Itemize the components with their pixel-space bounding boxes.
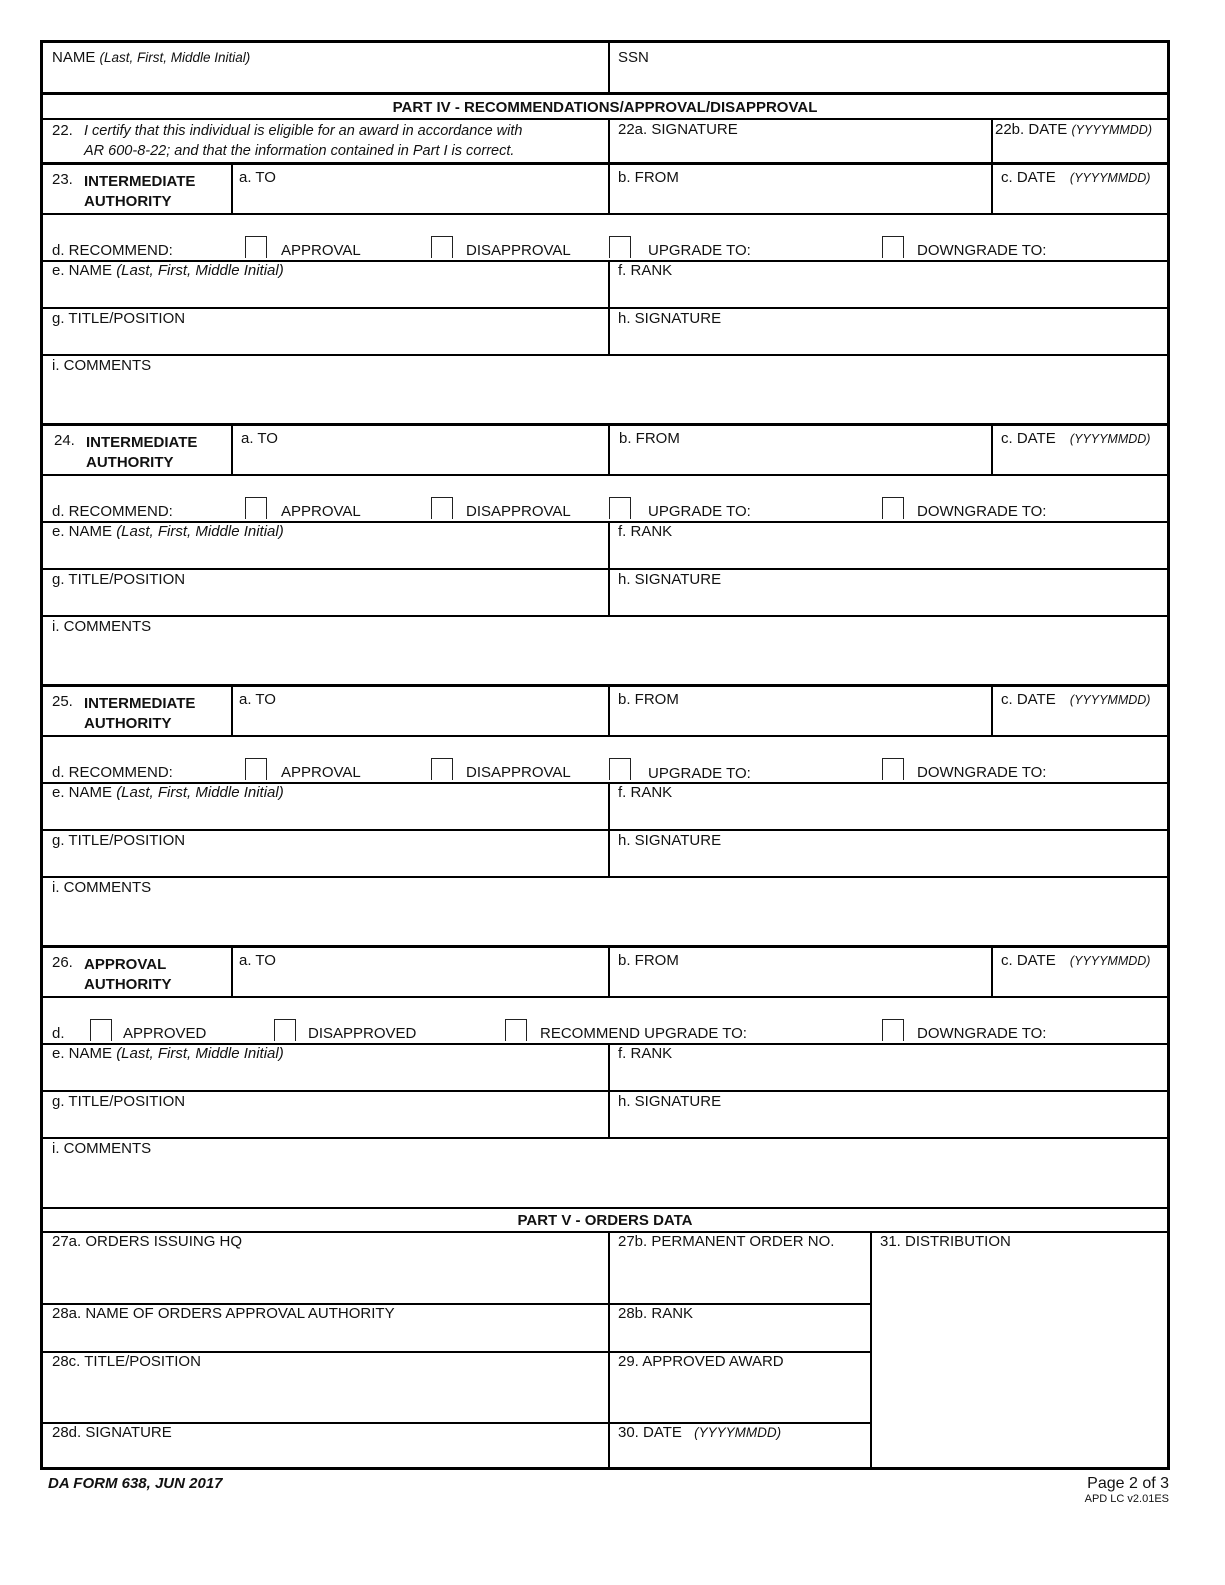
disapproval-option-label: DISAPPROVAL xyxy=(466,764,571,781)
name-field[interactable] xyxy=(43,260,608,307)
to-field[interactable] xyxy=(232,687,608,736)
item22-line1: I certify that this individual is eligible for an award in accordance with xyxy=(84,123,523,139)
comments-field[interactable] xyxy=(43,877,1169,945)
form-identifier: DA FORM 638, JUN 2017 xyxy=(48,1475,223,1492)
signature-field[interactable] xyxy=(609,1091,1169,1138)
disapproved-checkbox[interactable] xyxy=(274,1019,296,1041)
comments-field[interactable] xyxy=(43,616,1169,684)
to-field[interactable] xyxy=(232,165,608,214)
part5-title: PART V - ORDERS DATA xyxy=(517,1212,693,1229)
name-label: e. NAME xyxy=(52,262,113,279)
approval-option-label: APPROVAL xyxy=(281,503,361,520)
name-hint: (Last, First, Middle Initial) xyxy=(116,523,284,540)
disapproval-checkbox[interactable] xyxy=(431,236,453,258)
title-position-field[interactable] xyxy=(43,1091,608,1138)
item27b-label: 27b. PERMANENT ORDER NO. xyxy=(618,1233,835,1250)
divider xyxy=(43,474,1167,476)
to-label: a. TO xyxy=(239,691,276,708)
recommend-label: d. RECOMMEND: xyxy=(52,764,173,781)
divider xyxy=(43,735,1167,737)
to-label: a. TO xyxy=(241,430,278,447)
authority-heading xyxy=(43,428,232,476)
rank-label: f. RANK xyxy=(618,1045,673,1062)
item-number: 24. xyxy=(54,432,75,449)
name-hint: (Last, First, Middle Initial) xyxy=(116,262,284,279)
date-hint: (YYYYMMDD) xyxy=(1069,171,1151,185)
upgrade-checkbox[interactable] xyxy=(609,758,631,780)
authority-title-line2: AUTHORITY xyxy=(84,976,172,993)
item30-label: 30. DATE xyxy=(618,1424,682,1441)
recommend-upgrade-checkbox[interactable] xyxy=(505,1019,527,1041)
item-number: 26. xyxy=(52,954,73,971)
ssn-label: SSN xyxy=(618,49,649,66)
divider xyxy=(43,213,1167,215)
permanent-order-no-field[interactable] xyxy=(609,1232,870,1303)
downgrade-checkbox[interactable] xyxy=(882,758,904,780)
ssn-field[interactable] xyxy=(609,45,1169,93)
recommend-label: d. RECOMMEND: xyxy=(52,242,173,259)
authority-title-line1: INTERMEDIATE xyxy=(84,173,196,190)
date-hint: (YYYYMMDD) xyxy=(1069,693,1151,707)
item31-label: 31. DISTRIBUTION xyxy=(880,1233,1011,1250)
disapproved-option-label: DISAPPROVED xyxy=(308,1025,417,1042)
orders-issuing-hq-field[interactable] xyxy=(43,1232,608,1303)
upgrade-option-label: UPGRADE TO: xyxy=(648,503,751,520)
da-form-638-page-2 xyxy=(40,40,1170,1470)
item29-label: 29. APPROVED AWARD xyxy=(618,1353,784,1370)
comments-label: i. COMMENTS xyxy=(52,879,152,896)
approval-option-label: APPROVAL xyxy=(281,764,361,781)
authority-title-line1: APPROVAL xyxy=(84,956,167,973)
date-hint: (YYYYMMDD) xyxy=(1069,432,1151,446)
from-label: b. FROM xyxy=(618,169,679,186)
divider xyxy=(43,1207,1167,1209)
approval-option-label: APPROVAL xyxy=(281,242,361,259)
title-position-label: g. TITLE/POSITION xyxy=(52,1093,186,1110)
authority-heading xyxy=(43,950,232,998)
date-field[interactable] xyxy=(993,687,1169,736)
to-label: a. TO xyxy=(239,952,276,969)
part4-title: PART IV - RECOMMENDATIONS/APPROVAL/DISAPPROVAL xyxy=(392,99,818,116)
recommend-label: d. RECOMMEND: xyxy=(52,503,173,520)
approval-authority-signature-field[interactable] xyxy=(43,1423,608,1469)
approved-award-field[interactable] xyxy=(609,1352,870,1422)
from-field[interactable] xyxy=(609,687,991,736)
version-label: APD LC v2.01ES xyxy=(1084,1493,1169,1505)
title-position-label: g. TITLE/POSITION xyxy=(52,571,186,588)
upgrade-checkbox[interactable] xyxy=(609,236,631,258)
item30-hint: (YYYYMMDD) xyxy=(694,1425,782,1440)
comments-label: i. COMMENTS xyxy=(52,357,152,374)
downgrade-checkbox[interactable] xyxy=(882,497,904,519)
downgrade-option-label: DOWNGRADE TO: xyxy=(917,242,1047,259)
divider xyxy=(608,43,610,94)
page-info xyxy=(1085,1474,1169,1506)
recommend-upgrade-option-label: RECOMMEND UPGRADE TO: xyxy=(540,1025,747,1042)
name-label: e. NAME xyxy=(52,1045,113,1062)
item22b-label: 22b. DATE xyxy=(995,121,1068,138)
item22a-label: 22a. SIGNATURE xyxy=(618,121,738,138)
name-field[interactable] xyxy=(43,1043,608,1090)
from-field[interactable] xyxy=(609,948,991,997)
title-position-label: g. TITLE/POSITION xyxy=(52,310,186,327)
date-field[interactable] xyxy=(993,426,1169,475)
signature-label: h. SIGNATURE xyxy=(618,571,722,588)
signature-field[interactable] xyxy=(609,830,1169,877)
approval-authority-title-field[interactable] xyxy=(43,1352,608,1422)
approval-checkbox[interactable] xyxy=(245,236,267,258)
name-field[interactable] xyxy=(43,782,608,829)
name-hint: (Last, First, Middle Initial) xyxy=(116,784,284,801)
date-label: c. DATE xyxy=(1001,691,1056,708)
item22a-signature-field[interactable] xyxy=(609,120,991,163)
name-hint: (Last, First, Middle Initial) xyxy=(116,1045,284,1062)
from-field[interactable] xyxy=(609,426,991,475)
item22b-date-field[interactable] xyxy=(993,120,1169,163)
approval-checkbox[interactable] xyxy=(245,758,267,780)
disapproval-option-label: DISAPPROVAL xyxy=(466,503,571,520)
item28a-label: 28a. NAME OF ORDERS APPROVAL AUTHORITY xyxy=(52,1305,395,1322)
comments-field[interactable] xyxy=(43,355,1169,423)
downgrade-option-label: DOWNGRADE TO: xyxy=(917,503,1047,520)
to-field[interactable] xyxy=(232,426,608,475)
name-label: e. NAME xyxy=(52,784,113,801)
rank-label: f. RANK xyxy=(618,262,673,279)
downgrade-option-label: DOWNGRADE TO: xyxy=(917,1025,1047,1042)
approval-checkbox[interactable] xyxy=(245,497,267,519)
item27a-label: 27a. ORDERS ISSUING HQ xyxy=(52,1233,243,1250)
from-label: b. FROM xyxy=(619,430,680,447)
approval-authority-rank-field[interactable] xyxy=(609,1304,870,1351)
authority-heading xyxy=(43,689,232,737)
date-field[interactable] xyxy=(993,948,1169,997)
to-label: a. TO xyxy=(239,169,276,186)
name-label: NAME xyxy=(52,49,96,66)
date-label: c. DATE xyxy=(1001,430,1056,447)
title-position-label: g. TITLE/POSITION xyxy=(52,832,186,849)
page-number: Page 2 of 3 xyxy=(1087,1475,1169,1492)
disapproval-checkbox[interactable] xyxy=(431,758,453,780)
authority-title-line2: AUTHORITY xyxy=(86,454,174,471)
item22-number: 22. xyxy=(52,122,73,139)
downgrade-checkbox[interactable] xyxy=(882,236,904,258)
comments-label: i. COMMENTS xyxy=(52,1140,152,1157)
name-field[interactable] xyxy=(43,521,608,568)
comments-field[interactable] xyxy=(43,1138,1169,1206)
signature-label: h. SIGNATURE xyxy=(618,832,722,849)
disapproval-checkbox[interactable] xyxy=(431,497,453,519)
signature-field[interactable] xyxy=(609,308,1169,355)
from-label: b. FROM xyxy=(618,691,679,708)
authority-title-line2: AUTHORITY xyxy=(84,715,172,732)
upgrade-option-label: UPGRADE TO: xyxy=(648,242,751,259)
item28c-label: 28c. TITLE/POSITION xyxy=(52,1353,201,1370)
name-field[interactable] xyxy=(43,45,609,93)
date-field[interactable] xyxy=(993,165,1169,214)
item-number: 23. xyxy=(52,171,73,188)
rank-label: f. RANK xyxy=(618,784,673,801)
authority-heading xyxy=(43,167,232,215)
name-label: e. NAME xyxy=(52,523,113,540)
divider xyxy=(43,92,1167,95)
approved-checkbox[interactable] xyxy=(90,1019,112,1041)
item22b-hint: (YYYYMMDD) xyxy=(1071,123,1152,137)
authority-title-line1: INTERMEDIATE xyxy=(86,434,198,451)
item28d-label: 28d. SIGNATURE xyxy=(52,1424,172,1441)
from-field[interactable] xyxy=(609,165,991,214)
title-position-field[interactable] xyxy=(43,308,608,355)
downgrade-option-label: DOWNGRADE TO: xyxy=(917,764,1047,781)
date-hint: (YYYYMMDD) xyxy=(1069,954,1151,968)
rank-field[interactable] xyxy=(609,1043,1169,1090)
comments-label: i. COMMENTS xyxy=(52,618,152,635)
orders-date-field[interactable] xyxy=(609,1423,870,1469)
title-position-field[interactable] xyxy=(43,569,608,616)
signature-field[interactable] xyxy=(609,569,1169,616)
item22-line2: AR 600-8-22; and that the information contained in Part I is correct. xyxy=(84,143,515,159)
title-position-field[interactable] xyxy=(43,830,608,877)
item28b-label: 28b. RANK xyxy=(618,1305,694,1322)
upgrade-option-label: UPGRADE TO: xyxy=(648,765,751,782)
to-field[interactable] xyxy=(232,948,608,997)
authority-title-line2: AUTHORITY xyxy=(84,193,172,210)
authority-title-line1: INTERMEDIATE xyxy=(84,695,196,712)
upgrade-checkbox[interactable] xyxy=(609,497,631,519)
approved-option-label: APPROVED xyxy=(123,1025,207,1042)
rank-field[interactable] xyxy=(609,782,1169,829)
item22-certification xyxy=(43,120,609,163)
distribution-field[interactable] xyxy=(871,1232,1169,1469)
item-number: 25. xyxy=(52,693,73,710)
downgrade-checkbox[interactable] xyxy=(882,1019,904,1041)
orders-approval-authority-name-field[interactable] xyxy=(43,1304,608,1351)
rank-label: f. RANK xyxy=(618,523,673,540)
from-label: b. FROM xyxy=(618,952,679,969)
date-label: c. DATE xyxy=(1001,169,1056,186)
rank-field[interactable] xyxy=(609,521,1169,568)
date-label: c. DATE xyxy=(1001,952,1056,969)
disapproval-option-label: DISAPPROVAL xyxy=(466,242,571,259)
divider xyxy=(43,996,1167,998)
name-hint: (Last, First, Middle Initial) xyxy=(99,50,251,65)
decision-label: d. xyxy=(52,1025,65,1042)
signature-label: h. SIGNATURE xyxy=(618,1093,722,1110)
rank-field[interactable] xyxy=(609,260,1169,307)
signature-label: h. SIGNATURE xyxy=(618,310,722,327)
